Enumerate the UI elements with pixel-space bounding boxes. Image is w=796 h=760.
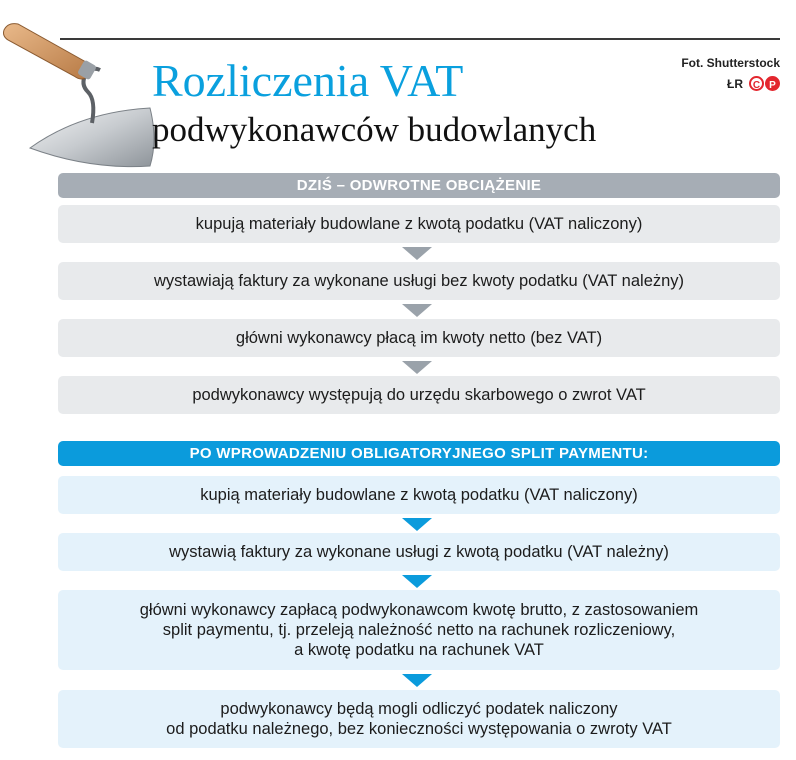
split-step-1-line-1: kupią materiały budowlane z kwotą podatku (VAT naliczony) xyxy=(200,486,638,504)
split-step-1 xyxy=(58,476,780,514)
split-step-3-line-1: główni wykonawcy zapłacą podwykonawcom kwotę brutto, z zastosowaniem xyxy=(139,601,699,619)
arrow-down-icon xyxy=(402,674,432,687)
split-step-4-line-2: od podatku należnego, bez konieczności występowania o zwroty VAT xyxy=(166,720,672,738)
trowel-icon xyxy=(0,0,175,175)
author-initials: ŁR xyxy=(727,76,743,91)
split-step-4 xyxy=(58,690,780,748)
arrow-down-icon xyxy=(402,304,432,317)
arrow-down-icon xyxy=(402,361,432,374)
section-header-today: DZIŚ – ODWROTNE OBCIĄŻENIE xyxy=(58,173,780,198)
split-step-2-line-1: wystawią faktury za wykonane usługi z kwotą podatku (VAT należny) xyxy=(169,543,669,561)
arrow-down-icon xyxy=(402,247,432,260)
arrow-down-icon xyxy=(402,575,432,588)
split-step-2 xyxy=(58,533,780,571)
title-main: Rozliczenia VAT xyxy=(152,55,464,106)
split-step-3-line-3: a kwotę podatku na rachunek VAT xyxy=(294,641,544,659)
split-step-3 xyxy=(58,590,780,670)
today-step-2: wystawiają faktury za wykonane usługi bez kwoty podatku (VAT należny) xyxy=(58,262,780,300)
arrow-down-icon xyxy=(402,518,432,531)
today-step-3: główni wykonawcy płacą im kwoty netto (bez VAT) xyxy=(58,319,780,357)
split-step-4-line-1: podwykonawcy będą mogli odliczyć podatek naliczony xyxy=(220,700,618,718)
split-step-3-line-2: split paymentu, tj. przeleją należność netto na rachunek rozliczeniowy, xyxy=(162,621,676,639)
cp-logo-icon: C P xyxy=(749,76,780,91)
today-step-4: podwykonawcy występują do urzędu skarbowego o zwrot VAT xyxy=(58,376,780,414)
today-step-1: kupują materiały budowlane z kwotą podatku (VAT naliczony) xyxy=(58,205,780,243)
section-header-split-payment: PO WPROWADZENIU OBLIGATORYJNEGO SPLIT PAYMENTU: xyxy=(58,441,780,466)
photo-credit-text: Fot. Shutterstock xyxy=(681,56,780,70)
photo-credit xyxy=(681,56,780,91)
title-sub: podwykonawców budowlanych xyxy=(152,110,597,149)
